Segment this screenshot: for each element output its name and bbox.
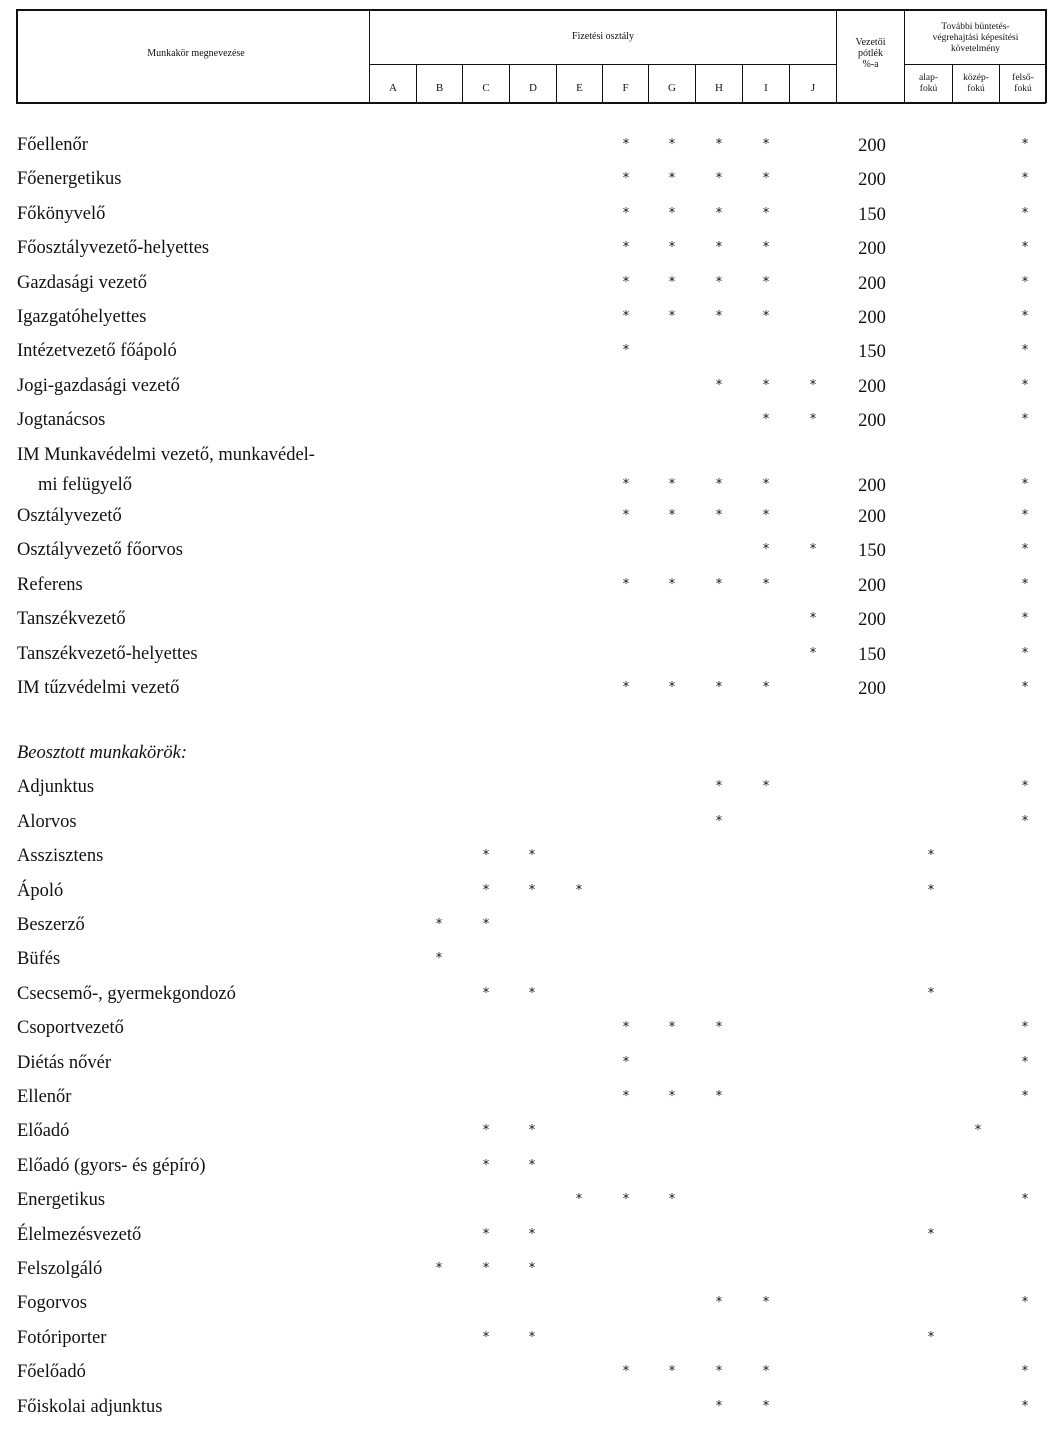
pay-class-header: Fizetési osztály <box>572 31 634 42</box>
requirement-mark-felso: * <box>1021 576 1029 592</box>
pay-class-mark-c: * <box>482 1226 490 1242</box>
pay-class-mark-c: * <box>482 848 490 864</box>
pay-class-g: G <box>668 82 676 94</box>
pay-class-c: C <box>482 82 490 94</box>
pay-class-mark-i: * <box>762 1398 770 1414</box>
job-title: Beszerző <box>17 915 85 935</box>
pay-class-mark-i: * <box>762 779 770 795</box>
table-row <box>0 810 1060 840</box>
table-row <box>0 1360 1060 1390</box>
requirement-mark-felso: * <box>1021 813 1029 829</box>
leader-bonus-value: 200 <box>858 308 886 328</box>
pay-class-mark-i: * <box>762 137 770 152</box>
table-row <box>0 1016 1060 1046</box>
pay-class-mark-g: * <box>668 171 676 187</box>
table-row <box>0 1119 1060 1149</box>
pay-class-mark-i: * <box>762 680 770 695</box>
pay-class-e: E <box>576 82 583 94</box>
table-row <box>0 305 1060 335</box>
job-title: Energetikus <box>17 1190 106 1211</box>
pay-class-mark-j: * <box>809 542 817 558</box>
pay-class-mark-f: * <box>622 1089 630 1104</box>
pay-class-mark-g: * <box>668 1192 676 1208</box>
requirement-mark-felso: * <box>1021 1398 1029 1414</box>
job-title: IM tűzvédelmi vezető <box>17 678 180 698</box>
pay-class-mark-e: * <box>575 882 583 898</box>
pay-class-mark-h: * <box>715 1020 723 1036</box>
requirement-mark-kozep: * <box>974 1123 982 1139</box>
requirement-mark-felso: * <box>1021 343 1029 359</box>
job-title: Jogi-gazdasági vezető <box>17 375 180 396</box>
table-row <box>0 607 1060 637</box>
job-title: Referens <box>17 574 83 595</box>
pay-class-mark-b: * <box>435 917 443 932</box>
pay-class-mark-i: * <box>762 1295 770 1311</box>
req-level-line: fokú <box>1014 84 1032 94</box>
requirement-mark-felso: * <box>1021 205 1029 221</box>
further-req-line: végrehajtási képesítési <box>932 33 1019 43</box>
pay-class-mark-c: * <box>482 917 490 932</box>
req-level-line: alap- <box>919 73 938 83</box>
table-row <box>0 642 1060 672</box>
requirement-mark-felso: * <box>1021 309 1029 324</box>
pay-class-mark-d: * <box>528 1261 536 1276</box>
table-row <box>0 443 1060 496</box>
pay-class-mark-h: * <box>715 240 723 256</box>
job-title: Tanszékvezető-helyettes <box>17 643 198 664</box>
requirement-mark-felso: * <box>1021 1192 1029 1208</box>
pay-class-mark-h: * <box>715 508 723 523</box>
pay-class-mark-f: * <box>622 476 630 492</box>
pay-class-mark-i: * <box>762 274 770 290</box>
table-row <box>0 947 1060 977</box>
job-title: Főiskolai adjunktus <box>17 1396 163 1417</box>
leader-bonus-value: 200 <box>858 239 886 260</box>
pay-class-mark-c: * <box>482 1329 490 1345</box>
job-title: Csecsemő-, gyermekgondozó <box>17 983 236 1004</box>
pay-class-mark-f: * <box>622 680 630 695</box>
job-title: Tanszékvezető <box>17 609 126 630</box>
requirement-mark-alap: * <box>927 985 935 1001</box>
pay-class-mark-c: * <box>482 1123 490 1139</box>
pay-class-f: F <box>622 82 629 94</box>
pay-class-mark-g: * <box>668 680 676 695</box>
table-row <box>0 133 1060 163</box>
pay-class-mark-g: * <box>668 309 676 324</box>
pay-class-mark-j: * <box>809 412 817 428</box>
pay-class-h: H <box>715 82 723 94</box>
job-title: Büfés <box>17 949 61 970</box>
requirement-mark-felso: * <box>1021 171 1029 187</box>
pay-class-mark-f: * <box>622 1020 630 1036</box>
pay-class-mark-h: * <box>715 377 723 393</box>
job-title: Igazgatóhelyettes <box>17 307 147 327</box>
further-req-line: További büntetés- <box>941 22 1010 32</box>
pay-class-mark-g: * <box>668 1020 676 1036</box>
pay-class-mark-f: * <box>622 171 630 187</box>
table-row <box>0 1291 1060 1321</box>
table-row <box>0 1154 1060 1184</box>
pay-class-mark-f: * <box>622 576 630 592</box>
req-level-line: felső- <box>1012 73 1034 83</box>
pay-class-mark-i: * <box>762 377 770 393</box>
pay-class-mark-i: * <box>762 412 770 428</box>
job-title: Élelmezésvezető <box>17 1224 142 1245</box>
pay-class-mark-h: * <box>715 779 723 795</box>
req-level-line: fokú <box>967 84 985 94</box>
req-level-line: közép- <box>963 73 989 83</box>
pay-class-mark-b: * <box>435 1261 443 1276</box>
leader-bonus-value: 200 <box>858 170 886 191</box>
leader-bonus-line: pótlék <box>858 48 883 59</box>
table-row <box>0 879 1060 909</box>
table-row <box>0 504 1060 534</box>
pay-class-mark-h: * <box>715 476 723 492</box>
pay-class-mark-h: * <box>715 813 723 829</box>
job-title: Adjunktus <box>17 777 95 798</box>
table-row <box>0 271 1060 301</box>
section-heading: Beosztott munkakörök: <box>17 743 188 763</box>
job-title: Felszolgáló <box>17 1259 103 1279</box>
job-title: Intézetvezető főápoló <box>17 341 177 362</box>
pay-class-b: B <box>435 82 444 94</box>
pay-class-mark-h: * <box>715 576 723 592</box>
pay-class-mark-j: * <box>809 645 817 661</box>
leader-bonus-value: 200 <box>858 475 886 496</box>
pay-class-mark-i: * <box>762 576 770 592</box>
pay-class-mark-i: * <box>762 205 770 221</box>
further-req-line: követelmény <box>950 44 1001 54</box>
table-row <box>0 676 1060 706</box>
pay-class-mark-g: * <box>668 576 676 592</box>
pay-class-mark-h: * <box>715 309 723 324</box>
pay-class-mark-f: * <box>622 137 630 152</box>
pay-class-mark-h: * <box>715 205 723 221</box>
pay-class-mark-f: * <box>622 1364 630 1380</box>
leader-bonus-value: 150 <box>858 342 886 363</box>
pay-class-mark-d: * <box>528 882 536 898</box>
leader-bonus-value: 200 <box>858 136 886 156</box>
job-title: Asszisztens <box>17 846 104 867</box>
requirement-mark-felso: * <box>1021 1295 1029 1311</box>
job-title: Jogtanácsos <box>17 410 106 431</box>
pay-class-mark-i: * <box>762 240 770 256</box>
requirement-mark-felso: * <box>1021 508 1029 523</box>
leader-bonus-value: 200 <box>858 610 886 631</box>
job-title: Főelőadó <box>17 1362 86 1383</box>
pay-class-mark-j: * <box>809 377 817 393</box>
job-title: IM Munkavédelmi vezető, munkavédel- <box>17 444 315 465</box>
table-row <box>0 374 1060 404</box>
pay-class-mark-d: * <box>528 1226 536 1242</box>
table-row <box>0 538 1060 568</box>
requirement-mark-felso: * <box>1021 611 1029 627</box>
job-title: Főellenőr <box>17 135 88 155</box>
table-row <box>0 236 1060 266</box>
pay-class-mark-f: * <box>622 1054 630 1070</box>
requirement-mark-alap: * <box>927 1226 935 1242</box>
job-title: Fogorvos <box>17 1293 87 1314</box>
requirement-mark-felso: * <box>1021 1364 1029 1380</box>
job-title: Csoportvezető <box>17 1018 124 1039</box>
table-row <box>0 573 1060 603</box>
pay-class-mark-f: * <box>622 205 630 221</box>
leader-bonus-value: 200 <box>858 411 886 432</box>
leader-bonus-value: 150 <box>858 204 886 225</box>
requirement-mark-felso: * <box>1021 476 1029 492</box>
leader-bonus-value: 200 <box>858 376 886 397</box>
pay-class-mark-g: * <box>668 476 676 492</box>
leader-bonus-value: 150 <box>858 644 886 665</box>
job-title-column-header: Munkakör megnevezése <box>147 48 245 59</box>
req-level-line: fokú <box>919 84 938 94</box>
pay-class-mark-g: * <box>668 274 676 290</box>
pay-class-a: A <box>389 82 397 94</box>
pay-class-mark-i: * <box>762 1364 770 1380</box>
pay-class-mark-g: * <box>668 1089 676 1104</box>
table-row <box>0 844 1060 874</box>
requirement-mark-alap: * <box>927 848 935 864</box>
pay-class-mark-g: * <box>668 1364 676 1380</box>
requirement-mark-felso: * <box>1021 412 1029 428</box>
pay-class-mark-h: * <box>715 137 723 152</box>
pay-class-mark-e: * <box>575 1192 583 1208</box>
pay-class-mark-f: * <box>622 343 630 359</box>
table-row <box>0 167 1060 197</box>
pay-class-mark-i: * <box>762 309 770 324</box>
pay-class-mark-g: * <box>668 240 676 256</box>
pay-class-mark-b: * <box>435 951 443 967</box>
job-title: Előadó <box>17 1121 70 1142</box>
table-row <box>0 1085 1060 1115</box>
table-row <box>0 913 1060 943</box>
job-title: Alorvos <box>17 811 77 832</box>
table-row <box>0 339 1060 369</box>
pay-class-mark-f: * <box>622 1192 630 1208</box>
requirement-mark-felso: * <box>1021 137 1029 152</box>
pay-class-mark-f: * <box>622 274 630 290</box>
pay-class-mark-c: * <box>482 1261 490 1276</box>
requirement-mark-felso: * <box>1021 542 1029 558</box>
pay-class-mark-h: * <box>715 1089 723 1104</box>
pay-class-mark-d: * <box>528 1329 536 1345</box>
pay-class-mark-f: * <box>622 240 630 256</box>
pay-class-mark-g: * <box>668 137 676 152</box>
leader-bonus-value: 200 <box>858 679 886 699</box>
pay-class-i: I <box>764 82 768 94</box>
pay-class-mark-i: * <box>762 542 770 558</box>
requirement-mark-felso: * <box>1021 1020 1029 1036</box>
leader-bonus-value: 200 <box>858 575 886 596</box>
pay-class-mark-d: * <box>528 985 536 1001</box>
requirement-mark-felso: * <box>1021 645 1029 661</box>
job-title: Gazdasági vezető <box>17 272 147 293</box>
pay-class-mark-h: * <box>715 171 723 187</box>
pay-class-mark-c: * <box>482 882 490 898</box>
requirement-mark-felso: * <box>1021 377 1029 393</box>
table-row <box>0 1395 1060 1425</box>
table-row <box>0 982 1060 1012</box>
job-title: Diétás nővér <box>17 1052 112 1073</box>
pay-class-mark-j: * <box>809 611 817 627</box>
pay-class-mark-h: * <box>715 1295 723 1311</box>
leader-bonus-value: 200 <box>858 507 886 527</box>
pay-class-mark-g: * <box>668 205 676 221</box>
pay-class-mark-i: * <box>762 508 770 523</box>
requirement-mark-alap: * <box>927 882 935 898</box>
job-title: Előadó (gyors- és gépíró) <box>17 1155 206 1176</box>
pay-class-d: D <box>529 82 537 94</box>
pay-class-mark-d: * <box>528 848 536 864</box>
job-title: Osztályvezető főorvos <box>17 540 183 561</box>
pay-class-mark-d: * <box>528 1123 536 1139</box>
pay-class-j: J <box>810 82 816 94</box>
pay-class-mark-h: * <box>715 680 723 695</box>
pay-class-mark-d: * <box>528 1157 536 1173</box>
pay-class-mark-i: * <box>762 476 770 492</box>
pay-class-mark-g: * <box>668 508 676 523</box>
leader-bonus-line: Vezetői <box>855 37 886 48</box>
pay-class-mark-c: * <box>482 1157 490 1173</box>
job-title: Ápoló <box>17 880 64 901</box>
requirement-mark-felso: * <box>1021 240 1029 256</box>
table-row <box>0 1257 1060 1287</box>
leader-bonus-value: 150 <box>858 541 886 562</box>
requirement-mark-alap: * <box>927 1329 935 1345</box>
job-title: Főkönyvelő <box>17 203 106 224</box>
table-row <box>0 1223 1060 1253</box>
leader-bonus-line: %-a <box>862 59 879 70</box>
job-title: Főenergetikus <box>17 169 122 190</box>
table-row <box>0 1051 1060 1081</box>
pay-class-mark-f: * <box>622 508 630 523</box>
requirement-mark-felso: * <box>1021 1089 1029 1104</box>
job-title: Főosztályvezető-helyettes <box>17 238 210 259</box>
job-title: Fotóriporter <box>17 1327 107 1348</box>
requirement-mark-felso: * <box>1021 680 1029 695</box>
pay-class-mark-h: * <box>715 274 723 290</box>
table-row <box>0 408 1060 438</box>
requirement-mark-felso: * <box>1021 779 1029 795</box>
pay-class-mark-h: * <box>715 1364 723 1380</box>
pay-class-mark-i: * <box>762 171 770 187</box>
requirement-mark-felso: * <box>1021 1054 1029 1070</box>
table-row <box>0 775 1060 805</box>
job-title: Ellenőr <box>17 1087 72 1107</box>
table-row <box>0 202 1060 232</box>
pay-class-mark-h: * <box>715 1398 723 1414</box>
table-row <box>0 1188 1060 1218</box>
pay-class-mark-c: * <box>482 985 490 1001</box>
job-title-continued: mi felügyelő <box>38 474 133 495</box>
table-row <box>0 1326 1060 1356</box>
pay-class-mark-f: * <box>622 309 630 324</box>
leader-bonus-value: 200 <box>858 273 886 294</box>
requirement-mark-felso: * <box>1021 274 1029 290</box>
job-title: Osztályvezető <box>17 506 122 526</box>
